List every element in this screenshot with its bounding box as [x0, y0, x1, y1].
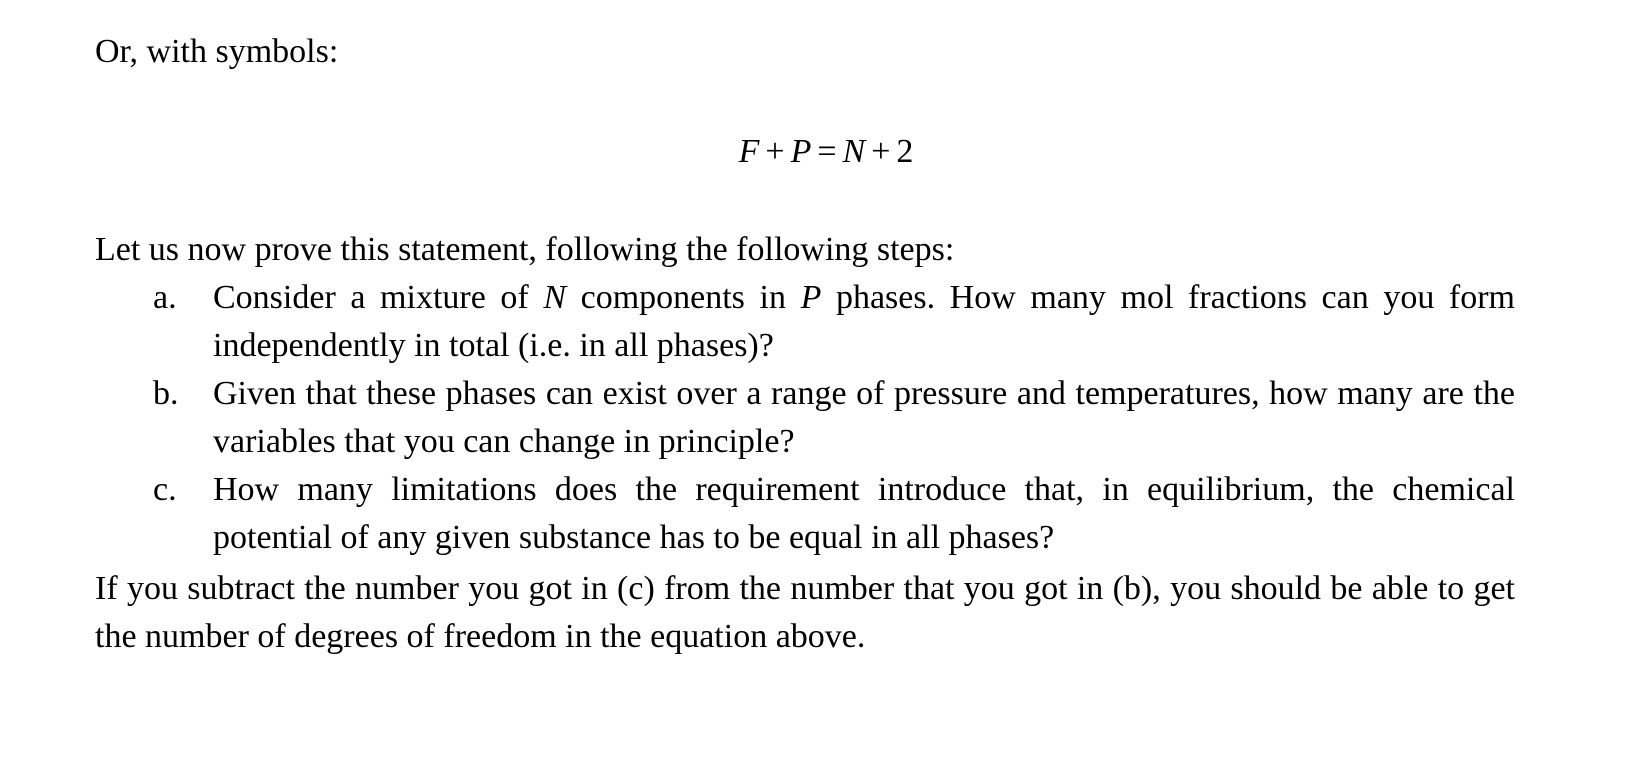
- intro-text: Or, with symbols:: [95, 33, 339, 70]
- equation-var-n: N: [842, 133, 866, 170]
- equation-plus-2: +: [871, 133, 891, 170]
- equation-const-2: 2: [896, 133, 914, 170]
- step-a-text-part-1: Consider a mixture of: [213, 279, 544, 316]
- step-a-text-part-3: phases. How many mol fractions can you form independently in total (i.e. in all phases)?: [213, 279, 1516, 364]
- step-a-var-n: N: [543, 279, 567, 316]
- step-c-marker: c.: [153, 471, 177, 508]
- step-a-marker: a.: [153, 279, 177, 316]
- step-a: [95, 274, 1515, 370]
- step-c: [95, 466, 1515, 562]
- equation-equals: =: [817, 133, 837, 170]
- step-b: [95, 370, 1515, 466]
- lead-text: Let us now prove this statement, following the following steps:: [95, 231, 955, 268]
- step-a-text: [213, 279, 1515, 364]
- closing-paragraph: If you subtract the number you got in (c) from the number that you got in (b), you should be able to get the number of degrees of freedom in the equation above.: [95, 570, 1515, 655]
- step-c-text: How many limitations does the requirement introduce that, in equilibrium, the chemical potential of any given substance has to be equal in all phases?: [213, 471, 1515, 556]
- step-b-text: Given that these phases can exist over a range of pressure and temperatures, how many are the variables that you can change in principle?: [213, 375, 1515, 460]
- step-b-marker: b.: [153, 375, 179, 412]
- steps-list: [95, 274, 1515, 562]
- equation-var-f: F: [738, 133, 760, 170]
- step-a-text-part-2: components in: [566, 279, 801, 316]
- phase-rule-equation: [0, 128, 1652, 176]
- step-a-var-p: P: [800, 279, 822, 316]
- equation-var-p: P: [790, 133, 812, 170]
- equation-plus-1: +: [765, 133, 785, 170]
